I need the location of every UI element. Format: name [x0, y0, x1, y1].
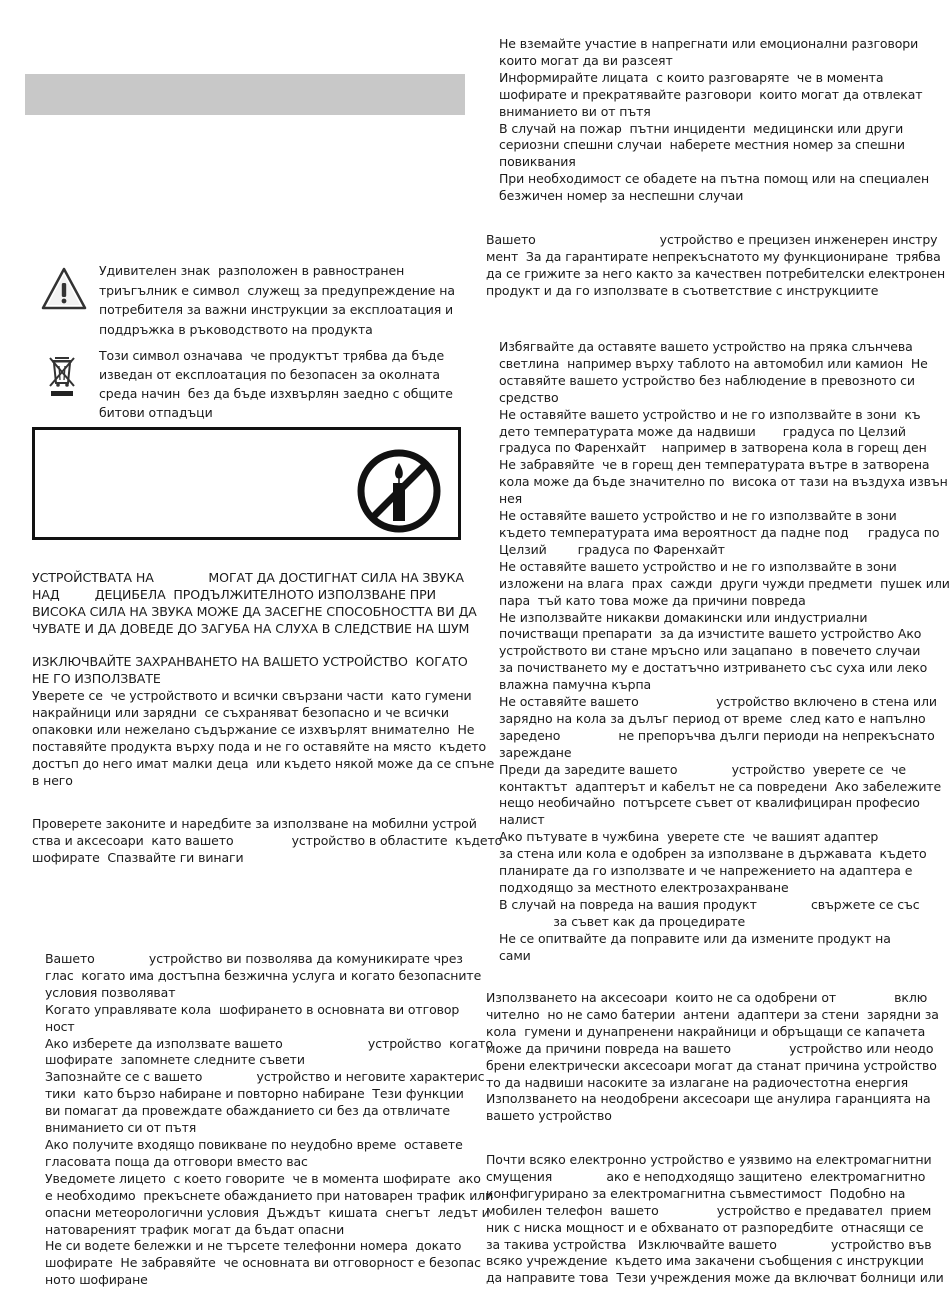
text-line: контактът адаптерът и кабелът не са повредени Ако забележите — [499, 778, 942, 794]
laws-paragraph — [32, 816, 502, 867]
power-off-heading — [32, 654, 468, 688]
text-line: повиквания — [499, 154, 576, 170]
text-line: триъгълник е символ служещ за предупреждение на — [99, 282, 455, 298]
text-line: влажна памучна кърпа — [499, 677, 652, 693]
text-line: Избягвайте да оставяте вашето устройство на пряка слънчева — [499, 339, 913, 354]
text-line: Не оставяйте вашето устройство включено в стена или — [499, 694, 937, 710]
text-line: Уверете се че устройството и всички свързани части като гумени — [32, 688, 472, 703]
text-line: за стена или кола е одобрен за използване в държавата където — [499, 846, 927, 862]
text-line: шофирате Спазвайте ги винаги — [32, 849, 244, 865]
sound-level-warning — [32, 570, 477, 638]
precision-paragraph — [486, 232, 945, 300]
text-line: Уведомете лицето с което говорите че в момента шофирате ако — [45, 1170, 481, 1186]
device-care-list — [499, 339, 950, 965]
text-line: смущения ако е неподходящо защитено електромагнитно — [486, 1168, 926, 1184]
text-line: НАД ДЕЦИБЕЛА ПРОДЪЛЖИТЕЛНОТО ИЗПОЛЗВАНЕ ПРИ — [32, 586, 436, 602]
text-line: налист — [499, 812, 545, 828]
text-line: кола гумени и дунапренени накрайници и обръщащи се капачета — [486, 1023, 926, 1039]
driving-tips-list — [45, 951, 493, 1289]
text-line: поддръжка в ръководството на продукта — [99, 321, 373, 337]
text-line: Използването на неодобрени аксесоари ще анулира гаранцията на — [486, 1091, 931, 1107]
text-line: накрайници или зарядни се съхраняват безопасно и че всички — [32, 704, 449, 720]
text-line: УСТРОЙСТВАТА НА МОГАТ ДА ДОСТИГНАТ СИЛА НА ЗВУКА — [32, 570, 464, 585]
text-line: Удивителен знак разположен в равностранен — [99, 263, 405, 278]
text-line: Не вземайте участие в напрегнати или емоционални разговори — [499, 36, 919, 51]
text-line: устройството ви стане мръсно или зацапано в повечето случаи — [499, 643, 921, 659]
text-line: мент За да гарантирате непрекъснатото му функциониране трябва — [486, 248, 941, 264]
text-line: заредено не препоръчва дълги периоди на непрекъснато — [499, 727, 935, 743]
text-line: изведан от експлоатация по безопасен за околната — [99, 367, 440, 382]
text-line: оставяйте вашето устройство без наблюдение в превозното си — [499, 372, 915, 388]
text-line: гласовата поща да отговори вместо вас — [45, 1153, 308, 1169]
text-line: Не забравяйте че в горещ ден температурата вътре в затворена — [499, 457, 930, 473]
text-line: за почистването му е достатъчно изтриването със суха или леко — [499, 660, 928, 676]
text-line: е необходимо прекъснете обажданието при натоварен трафик или — [45, 1187, 494, 1203]
text-line: може да причини повреда на вашето устройство или неодо — [486, 1040, 934, 1056]
text-line: Когато управлявате кола шофирането в основната ви отговор — [45, 1001, 460, 1017]
text-line: натовареният трафик могат да бъдат опасни — [45, 1221, 345, 1237]
text-line: тики като бързо набиране и повторно набиране Тези функции — [45, 1086, 464, 1102]
text-line: Не оставяйте вашето устройство и не го използвайте в зони къ — [499, 406, 921, 422]
text-line: пара тъй като това може да причини повреда — [499, 592, 806, 608]
text-line: условия позволяват — [45, 984, 176, 1000]
text-line: вниманието ви от пътя — [499, 103, 651, 119]
text-line: Не се опитвайте да поправите или да измените продукт на — [499, 930, 891, 946]
text-line: достъп до него имат малки деца или където някой може да се спъне — [32, 755, 495, 771]
text-line: всяко учреждение където има закачени съобщения с инструкции — [486, 1253, 924, 1269]
text-line: почистващи препарати за да изчистите вашето устройство Ако — [499, 626, 922, 642]
section-header-bar — [25, 74, 465, 115]
text-line: ност — [45, 1018, 75, 1034]
text-line: потребителя за важни инструкции за експлоатация и — [99, 302, 454, 317]
text-line: шофирате запомнете следните съвети — [45, 1052, 305, 1068]
text-line: средство — [499, 389, 559, 405]
text-line: ното шофиране — [45, 1272, 148, 1288]
text-line: подходящо за местното електрозахранване — [499, 880, 789, 895]
text-line: В случай на пожар пътни инциденти медицински или други — [499, 120, 904, 136]
text-line: Този символ означава че продуктът трябва да бъде — [99, 348, 445, 363]
weee-symbol-text — [99, 346, 453, 422]
text-line: Използването на аксесоари които не са одобрени от вклю — [486, 990, 928, 1005]
text-line: в него — [32, 772, 73, 788]
text-line: Не оставяйте вашето устройство и не го използвайте в зони — [499, 558, 897, 574]
text-line: да направите това Тези учреждения може да включват болници или — [486, 1270, 944, 1286]
text-line: Проверете законите и наредбите за използване на мобилни устрой — [32, 816, 477, 831]
text-line: ства и аксесоари като вашето устройство в областите където — [32, 832, 503, 848]
text-line: светлина например върху таблото на автомобил или камион Не — [499, 355, 928, 371]
text-line: нея — [499, 491, 523, 507]
text-line: мобилен телефон вашето устройство е предавател прием — [486, 1202, 932, 1218]
text-line: брени електрически аксесоари могат да станат причина устройство — [486, 1057, 937, 1073]
text-line: Преди да заредите вашето устройство уверете се че — [499, 761, 906, 777]
text-line: ник с ниска мощност и е обхванато от разпоредбите отнасящи се — [486, 1219, 924, 1235]
text-line: конфигурирано за електромагнитна съвместимост Подобно на — [486, 1185, 906, 1201]
text-line: зарядно на кола за дълъг период от време след като е напълно — [499, 710, 926, 726]
text-line: ви помагат да провеждате обажданието си без да отвличате — [45, 1103, 451, 1119]
text-line: опаковки или нежелано съдържание се изхвърлят внимателно Не — [32, 721, 475, 737]
text-line: Не оставяйте вашето устройство и не го използвайте в зони — [499, 508, 897, 524]
text-line: глас когато има достъпна безжична услуга и когато безопасните — [45, 967, 482, 983]
text-line: за съвет как да процедирате — [499, 913, 746, 929]
warning-triangle-icon — [40, 266, 88, 312]
text-line: Вашето устройство е прецизен инженерен инстру — [486, 232, 938, 247]
text-line: вашето устройство — [486, 1108, 612, 1124]
text-line: При необходимост се обадете на пътна помощ или на специален — [499, 171, 930, 187]
text-line: вниманието си от пътя — [45, 1120, 197, 1136]
text-line: поставяйте продукта върху пода и не го оставяйте на място където — [32, 738, 487, 754]
text-line: ИЗКЛЮЧВАЙТЕ ЗАХРАНВАНЕТО НА ВАШЕТО УСТРОЙСТВО КОГАТО — [32, 654, 468, 669]
text-line: Целзий градуса по Фаренхайт — [499, 541, 725, 557]
text-line: Ако пътувате в чужбина уверете сте че вашият адаптер — [499, 829, 879, 845]
text-line: опасни метеорологични условия Дъждът кишата снегът ледът и — [45, 1204, 490, 1220]
text-line: среда начин без да бъде изхвърлян заедно с общите — [99, 386, 453, 401]
text-line: Не си водете бележки и не търсете телефонни номера докато — [45, 1238, 462, 1254]
text-line: които могат да ви разсеят — [499, 52, 673, 68]
text-line: Информирайте лицата с които разговаряте че в момента — [499, 69, 884, 85]
text-line: където температурата има вероятност да падне под градуса по — [499, 524, 940, 540]
text-line: НЕ ГО ИЗПОЛЗВАТЕ — [32, 670, 161, 686]
text-line: то да надвиши насоките за излагане на радиочестотна енергия — [486, 1074, 908, 1090]
small-parts-paragraph — [32, 688, 494, 789]
text-line: градуса по Фаренхайт например в затворена кола в горещ ден — [499, 440, 927, 456]
crossed-bin-icon — [46, 352, 78, 398]
text-line: дето температурата може да надвиши градуса по Целзий — [499, 423, 906, 439]
accessories-paragraph — [486, 990, 939, 1125]
text-line: битови отпадъци — [99, 405, 213, 420]
text-line: изложени на влага прах сажди други чужди предмети пушек или — [499, 575, 950, 591]
text-line: планирате да го използвате и че напрежението на адаптера е — [499, 863, 913, 879]
text-line: да се грижите за него както за качествен потребителски електронен — [486, 265, 946, 281]
text-line: шофирате и прекратявайте разговори които могат да отвлекат — [499, 86, 923, 102]
text-line: Ако изберете да използвате вашето устройство когато — [45, 1035, 493, 1051]
text-line: сами — [499, 947, 531, 963]
text-line: кола може да бъде значително по висока от тази на въздуха извън — [499, 474, 948, 490]
text-line: Не използвайте никакви домакински или индустриални — [499, 609, 868, 625]
text-line: Вашето устройство ви позволява да комуникирате чрез — [45, 951, 463, 966]
text-line: безжичен номер за неспешни случаи — [499, 188, 744, 204]
text-line: нещо необичайно потърсете съвет от квалифициран професио — [499, 795, 920, 811]
text-line: чително но не само батерии антени адаптери за стени зарядни за — [486, 1006, 939, 1022]
text-line: ВИСОКА СИЛА НА ЗВУКА МОЖЕ ДА ЗАСЕГНЕ СПОСОБНОСТТА ВИ ДА — [32, 603, 477, 619]
emc-paragraph — [486, 1152, 944, 1287]
text-line: сериозни спешни случаи наберете местния номер за спешни — [499, 137, 905, 153]
text-line: за такива устройства Изключвайте вашето устройство във — [486, 1236, 932, 1252]
warning-symbol-text — [99, 261, 455, 339]
text-line: зареждане — [499, 744, 572, 760]
text-line: продукт и да го използвате в съответствие с инструкциите — [486, 282, 879, 298]
text-line: Запознайте се с вашето устройство и неговите характерис — [45, 1069, 485, 1085]
driving-tips-continued — [499, 36, 929, 205]
text-line: ЧУВАТЕ И ДА ДОВЕДЕ ДО ЗАГУБА НА СЛУХА В СЛЕДСТВИЕ НА ШУМ — [32, 620, 470, 636]
text-line: Почти всяко електронно устройство е уязвимо на електромагнитни — [486, 1152, 932, 1167]
text-line: шофирате Не забравяйте че основната ви отговорност е безопас — [45, 1255, 481, 1271]
no-open-flame-icon — [355, 447, 443, 535]
text-line: В случай на повреда на вашия продукт свържете се със — [499, 896, 920, 912]
text-line: Ако получите входящо повикване по неудобно време оставете — [45, 1136, 463, 1152]
